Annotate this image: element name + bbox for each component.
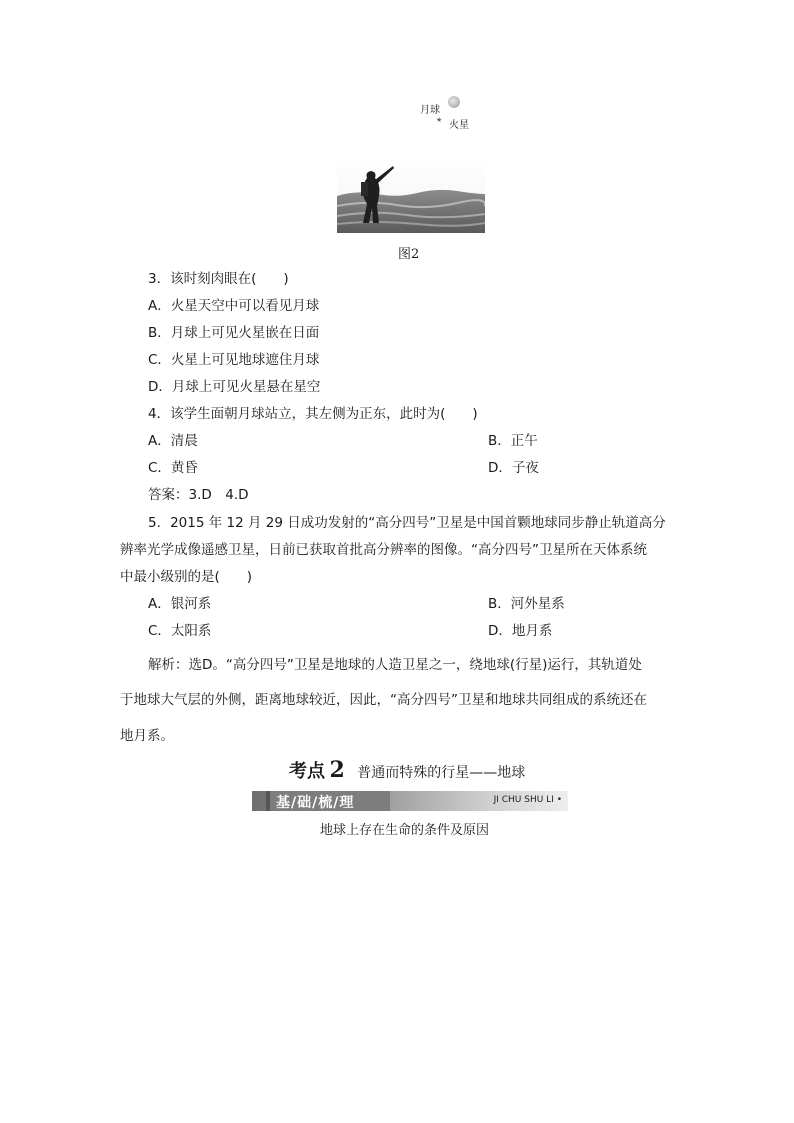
subheading: 地球上存在生命的条件及原因: [320, 823, 490, 838]
q4-option-a: A．清晨: [148, 433, 198, 449]
banner-label: 基/础/梳/理: [276, 795, 355, 811]
q5-option-d: D．地月系: [488, 623, 553, 639]
question-5-stem-line3: 中最小级别的是( ): [120, 569, 253, 585]
q3-option-b: B．月球上可见火星嵌在日面: [148, 325, 320, 341]
section-title: 普通而特殊的行星——地球: [357, 765, 526, 781]
question-5-stem-line2: 辨率光学成像遥感卫星，日前已获取首批高分辨率的图像。“高分四号”卫星所在天体系统: [120, 542, 647, 558]
q4-option-b: B．正午: [488, 433, 538, 449]
analysis-line1: 解析：选D。“高分四号”卫星是地球的人造卫星之一，绕地球(行星)运行，其轨道处: [148, 657, 642, 673]
moon-icon: [448, 96, 460, 108]
q5-option-a: A．银河系: [148, 596, 212, 612]
star-icon: ★: [436, 116, 443, 124]
q3-option-d: D．月球上可见火星悬在星空: [148, 379, 321, 395]
question-4-stem: 4．该学生面朝月球站立，其左侧为正东，此时为( ): [148, 406, 478, 422]
figure-caption: 图2: [398, 247, 420, 262]
q4-option-d: D．子夜: [488, 460, 539, 476]
jichu-shuli-banner: [252, 791, 568, 811]
q5-option-c: C．太阳系: [148, 623, 212, 639]
student-landscape-photo: [337, 158, 485, 233]
q5-option-b: B．河外星系: [488, 596, 565, 612]
section-heading: [289, 757, 525, 783]
question-3-stem: 3．该时刻肉眼在( ): [148, 271, 289, 287]
q3-option-a: A．火星天空中可以看见月球: [148, 298, 320, 314]
question-5-stem-line1: 5．2015 年 12 月 29 日成功发射的“高分四号”卫星是中国首颗地球同步静止轨道高分: [148, 515, 666, 531]
q4-option-c: C．黄昏: [148, 460, 198, 476]
analysis-line2: 于地球大气层的外侧，距离地球较近，因此，“高分四号”卫星和地球共同组成的系统还在: [120, 692, 647, 708]
analysis-line3: 地月系。: [120, 728, 174, 744]
banner-english: JI CHU SHU LI •: [493, 795, 562, 805]
mars-label: 火星: [449, 120, 469, 131]
section-kaodian: 考点: [289, 761, 325, 782]
q3-option-c: C．火星上可见地球遮住月球: [148, 352, 320, 368]
answer-line: 答案：3.D 4.D: [148, 487, 249, 503]
moon-label: 月球: [420, 105, 440, 116]
section-number: 2: [329, 757, 345, 783]
